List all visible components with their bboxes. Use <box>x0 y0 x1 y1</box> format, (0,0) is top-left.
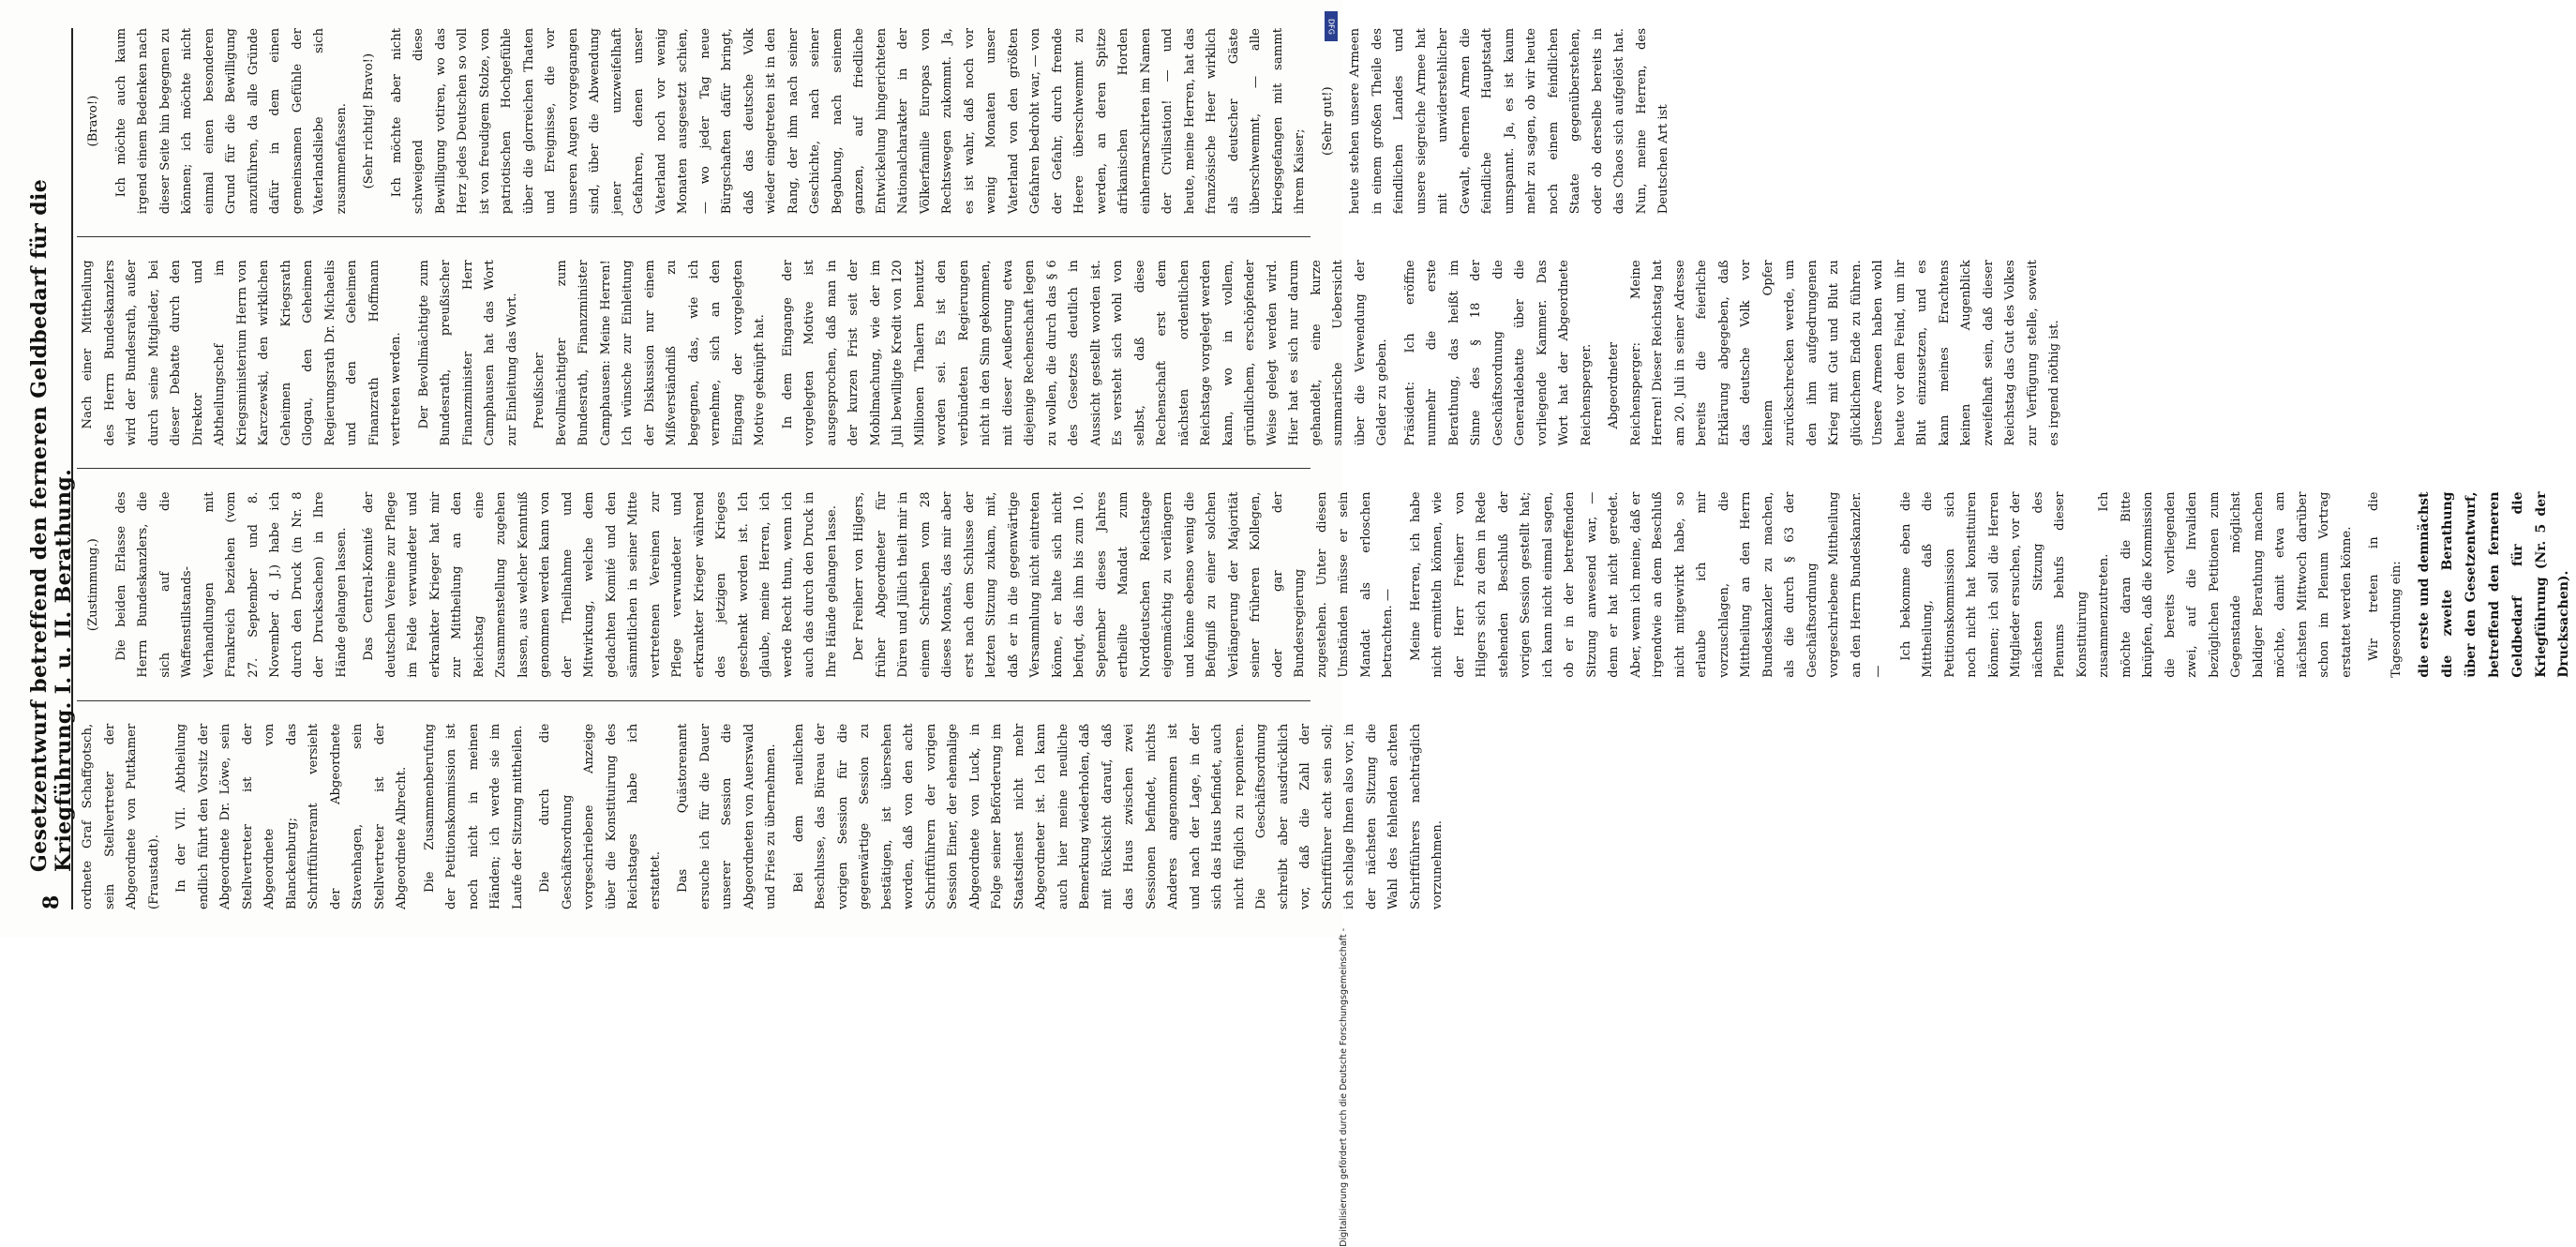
page-header <box>27 28 76 909</box>
paragraph: Der Bevollmächtigte zum Bundesrath, preußischer Finanzminister Herr Camphausen hat das Wort zur Einleitung das Wort. <box>416 260 519 446</box>
column-4 <box>77 28 1670 215</box>
paragraph: Die Zusammenberufung der Petitionskommission ist noch nicht in meinen Händen; ich werde sie im Laufe der Sitzung mittheilen. <box>422 723 525 909</box>
column-3 <box>77 260 2061 446</box>
running-title: Gesetzentwurf betreffend den ferneren Geldbedarf für die Kriegführung. I. u. II. Berathung. <box>27 178 76 872</box>
column-rule <box>77 700 1310 701</box>
paragraph: Das Central-Komité der deutschen Vereine zur Pflege im Felde verwundeter und erkrankter Krieger hat mir zur Mittheilung an den Reichstag eine Zusammenstellung zugehen lassen, aus welcher Kenntniß genommen werden kann von der Theilnahme und Mitwirkung, welche dem gedachten Komité und den sämmtlichen in seiner Mitte vertretenen Vereinen zur Pflege verwundeter und erkrankter Krieger während des jetzigen Krieges geschenkt worden ist. Ich glaube, meine Herren, ich werde Recht thun, wenn ich auch das durch den Druck in Ihre Hände gelangen lasse. <box>362 491 839 678</box>
paragraph: ordnete Graf Schaffgotsch, sein Stellvertreter der Abgeordnete von Puttkamer (Fraustadt). <box>81 723 161 909</box>
paragraph: heute stehen unsere Armeen in einem großen Theile des feindlichen Landes und unsere siegreiche Armee hat mit unwiderstehlicher Gewalt, ehernen Armen die feindliche Hauptstadt umspannt. Ja, es ist kaum mehr zu sagen, ob wir heute noch einem feindlichen Staate gegenüberstehen, oder ob derselbe bereits in das Chaos sich aufgelöst hat. Nun, meine Herren, des Deutschen Art ist <box>1348 28 1670 215</box>
column-1 <box>77 723 1445 909</box>
paragraph: In dem Eingange der vorgelegten Motive ist ausgesprochen, daß man in der kurzen Frist seit der Mobilmachung, wie der im Juli bewilligte Kredit von 120 Millionen Thalern benutzt worden sei. Es ist den verbündeten Regierungen nicht in den Sinn gekommen, mit dieser Aeußerung etwa diejenige Rechenschaft legen zu wollen, die durch das § 6 des Gesetzes deutlich in Aussicht gestellt worden ist. Es versteht sich wohl von selbst, daß diese Rechenschaft erst dem nächsten ordentlichen Reichstage vorgelegt werden kann, wo in vollem, gründlichem, erschöpfender Weise gelegt werden wird. Hier hat es sich nur darum gehandelt, eine kurze summarische Uebersicht über die Verwendung der Gelder zu geben. <box>780 260 1389 446</box>
funding-credit: Digitalisierung gefördert durch die Deutsche Forschungsgemeinschaft - <box>1339 928 1349 1247</box>
paragraph: Die durch die Geschäftsordnung vorgeschriebene Anzeige über die Konstituirung des Reichstages habe ich erstattet. <box>538 723 663 909</box>
text-columns <box>77 28 2572 909</box>
paragraph: Das Quästorenamt ersuche ich für die Dauer unserer Session die Abgeordneten von Auerswald und Fries zu übernehmen. <box>676 723 778 909</box>
paragraph: (Sehr gut!) <box>1320 86 1335 156</box>
paragraph: Bei dem neulichen Beschlusse, das Büreau der vorigen Session für die gegenwärtige Session zu bestätigen, ist übersehen worden, daß von den acht Schriftführern der vorigen Session Einer, der ehemalige Abgeordnete von Luck, in Folge seiner Beförderung im Staatsdienst nicht mehr Abgeordneter ist. Ich kann auch hier meine neuliche Bemerkung wiederholen, daß mit Rücksicht darauf, daß das Haus zwischen zwei Sessionen befindet, nichts Anderes angenommen ist und nach der Lage, in der sich das Haus befindet, auch nicht füglich zu reponieren. Die Geschäftsordnung schreibt aber ausdrücklich vor, daß die Zahl der Schriftführer acht sein soll; ich schlage Ihnen also vor, in der nächsten Sitzung die Wahl des fehlenden achten Schriftführers nachträglich vorzunehmen. <box>791 723 1445 909</box>
digitization-sidebar <box>1318 0 1349 1247</box>
paragraph: Präsident: Ich eröffne nunmehr die erste Berathung, das heißt im Sinne des § 18 der Geschäftsordnung die Generaldebatte über die vorliegende Kammer. Das Wort hat der Abgeordnete Reichensperger. <box>1402 260 1594 446</box>
paragraph: Abgeordneter Reichensperger: Meine Herren! Dieser Reichstag hat am 20. Juli in seiner Adresse bereits die feierliche Erklärung abgegeben, daß das deutsche Volk vor keinem Opfer zurückschrecken werde, um den ihm aufgedrungenen Krieg mit Gut und Blut zu glücklichem Ende zu führen. Unsere Armeen haben wohl heute vor dem Feind, um ihr Blut einzusetzen, und es kann meines Erachtens keinen Augenblick zweifelhaft sein, daß dieser Reichstag das Gut des Volkes zur Verfügung stelle, soweit es irgend nöthig ist. <box>1607 260 2061 446</box>
rotated-page-content <box>24 28 2572 909</box>
dfg-logo: DFG <box>1325 11 1338 41</box>
paragraph: In der VII. Abtheilung endlich führt den Vorsitz der Abgeordnete Dr. Löwe, sein Stellvertreter ist der Abgeordnete von Blanckenburg; das Schriftführeramt versieht der Abgeordnete Stavenhagen, sein Stellvertreter ist der Abgeordnete Albrecht. <box>174 723 409 909</box>
paragraph: (Zustimmung.) <box>86 538 100 632</box>
paragraph: Ich möchte aber nicht schweigend diese Bewilligung votiren, wo das Herz jedes Deutschen so voll ist von freudigem Stolze, von patriotischen Hochgefühle über die glorreichen Thaten und Ereignisse, die vor unseren Augen vorgegangen sind, über die Abwendung jener unzweifelhaft Gefahren, denen unser Vaterland noch vor wenig Monaten ausgesetzt schien, — wo jeder Tag neue Bürgschaften dafür bringt, daß das deutsche Volk wieder eingetreten ist in den Rang, der ihm nach seiner Geschichte, nach seiner Begabung, nach seinem ganzen, auf friedliche Entwickelung hingerichteten Nationalcharakter in der Völkerfamilie Europas von Rechtswegen zukommt. Ja, es ist wahr, daß noch vor wenig Monaten unser Vaterland von den größten Gefahren bedroht war, — von der Gefahr, durch fremde Heere überschwemmt zu werden, an deren Spitze afrikanischen Horden einhermarschirten im Namen der Civilisation! — und heute, meine Herren, hat das französische Heer wirklich als deutscher Gäste überschwemmt, — alle kriegsgefangen mit sammt ihrem Kaiser; <box>389 28 1307 215</box>
column-rule <box>77 469 1310 470</box>
paragraph: Meine Herren, ich habe nicht ermitteln können, wie der Herr Freiherr von Hilgers sich zu dem in Rede stehenden Beschluß der vorigen Session gestellt hat; ich kann nicht einmal sagen, ob er in der betreffenden Sitzung anwesend war, — denn er hat nicht geredet. Aber, wenn ich meine, daß er irgendwie an dem Beschluß nicht mitgewirkt habe, so erlaube ich mir vorzuschlagen, die Mittheilung an den Herrn Bundeskanzler zu machen, als die durch § 63 der Geschäftsordnung vorgeschriebene Mittheilung an den Herrn Bundeskanzler. — <box>1408 491 1885 678</box>
column-rule <box>77 236 1310 237</box>
paragraph: (Bravo!) <box>86 95 100 147</box>
paragraph: Der Freiherr von Hilgers, früher Abgeordneter für Düren und Jülich theilt mir in einem Schreiben vom 28 dieses Monats, das mir aber erst nach dem Schlusse der letzten Sitzung zukam, mit, daß er in die gegenwärtige Versammlung nicht eintreten könne, er halte sich nicht befugt, das ihm bis zum 10. September dieses Jahres ertheilte Mandat zum Norddeutschen Reichstage eigenmächtig zu verlängern und könne ebenso wenig die Befugniß zu einer solchen Verlängerung der Majorität seiner früheren Kollegen, oder gar der Bundesregierung zugestehen. Unter diesen Umständen müsse er sein Mandat als erloschen betrachten. — <box>852 491 1395 678</box>
paragraph: Ich möchte auch kaum irgend einem Bedenken nach dieser Seite hin begegnen zu können; ich möchte nicht einmal einen besonderen Grund für die Bewilligung anzuführen, da alle Gründe dafür in dem einen gemeinsamen Gefühle der Vaterlandsliebe sich zusammenfassen. <box>113 28 349 215</box>
paragraph: die erste und demnächst die zweite Berathung über den Gesetzentwurf, betreffend den ferneren Geldbedarf für die Kriegführung (Nr. 5 der Drucksachen). <box>2417 491 2572 678</box>
paragraph: Die beiden Erlasse des Herrn Bundeskanzlers, die sich auf die Waffenstillstands-Verhandlungen mit Frankreich beziehen (vom 27. September und 8. November d. J.) habe ich durch den Druck (in Nr. 8 der Drucksachen) in Ihre Hände gelangen lassen. <box>113 491 349 678</box>
paragraph: (Sehr richtig! Bravo!) <box>362 53 376 189</box>
paragraph: Preußischer Bevollmächtigter zum Bundesrath, Finanzminister Camphausen: Meine Herren! Ich wünsche zur Einleitung der Diskussion nur einem Mißverständniß zu begegnen, das, wie ich vernehme, sich an den Eingang der vorgelegten Motive geknüpft hat. <box>532 260 767 446</box>
column-2 <box>77 491 2572 678</box>
page-number: 8 <box>39 894 64 909</box>
paragraph: Wir treten in die Tagesordnung ein: <box>2367 491 2404 678</box>
paragraph: Nach einer Mittheilung des Herrn Bundeskanzlers wird der Bundesrath, außer durch seine Mitglieder, bei dieser Debatte durch den Direktor und Abtheilungschef im Kriegsministerium Herrn von Karczewski, den wirklichen Geheimen Kriegsrath Glogau, den Geheimen Regierungsrath Dr. Michaelis und den Geheimen Finanzrath Hoffmann vertreten werden. <box>81 260 403 446</box>
paragraph: Ich bekomme eben die Mittheilung, daß die Petitionskommission sich noch nicht hat konstituiren können; ich soll die Herren Mitglieder ersuchen, vor der nächsten Sitzung des Plenums behufs dieser Konstituirung zusammenzutreten. Ich möchte daran die Bitte knüpfen, daß die Kommission die bereits vorliegenden zwei, auf die Invaliden bezüglichen Petitionen zum Gegenstande möglichst baldiger Berathung machen möchte, damit etwa am nächsten Mittwoch darüber schon im Plenum Vortrag erstattet werden könne. <box>1898 491 2354 678</box>
